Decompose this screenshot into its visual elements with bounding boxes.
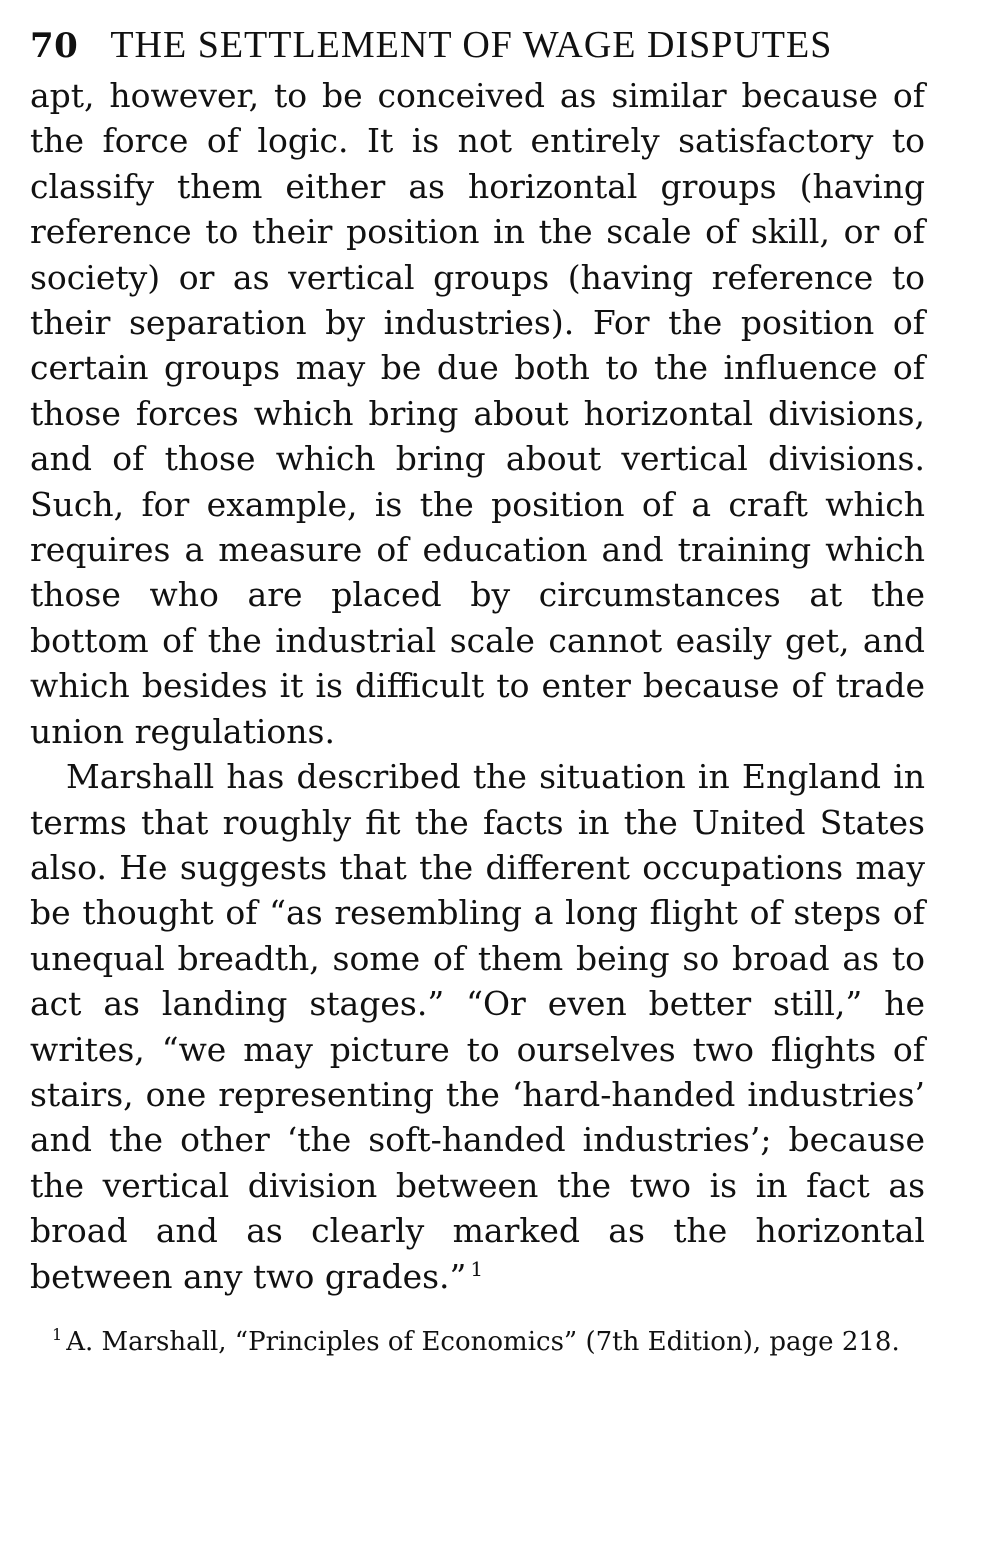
footnote — [30, 1325, 925, 1359]
paragraph-2-text: Marshall has described the situation in England in terms that roughly fit the facts in the United States also. He suggests that the different occupations may be thought of “as resembling a long flight of steps of unequal breadth, some of them being so broad as to act as landing stages.” “Or even better still,” he writes, “we may picture to ourselves two flights of stairs, one representing the ‘hard-handed industries’ and the other ‘the soft-handed industries’; because the vertical division between the two is in fact as broad and as clearly marked as the horizontal between any two grades.” — [30, 757, 925, 1296]
footnote-mark: 1 — [52, 1325, 63, 1345]
paragraph-1: apt, however, to be conceived as similar because of the force of logic. It is not entirely satisfactory to classify them either as horizontal groups (having reference to their position in the scale of skill, or of society) or as vertical groups (having reference to their separation by industries). For the position of certain groups may be due both to the influence of those forces which bring about horizontal divisions, and of those which bring about vertical divisions. Such, for example, is the position of a craft which requires a measure of education and training which those who are placed by circumstances at the bottom of the industrial scale cannot easily get, and which besides it is difficult to enter because of trade union regulations. — [30, 76, 925, 751]
page-number: 70 — [30, 26, 79, 66]
book-page — [30, 22, 925, 1359]
running-title: THE SETTLEMENT OF WAGE DISPUTES — [110, 24, 833, 66]
page-header — [30, 22, 925, 69]
footnote-reference: 1 — [470, 1256, 484, 1281]
footnote-text: A. Marshall, “Principles of Economics” (7th Edition), page 218. — [66, 1326, 900, 1357]
paragraph-2 — [30, 754, 925, 1299]
body-text — [30, 73, 925, 1299]
